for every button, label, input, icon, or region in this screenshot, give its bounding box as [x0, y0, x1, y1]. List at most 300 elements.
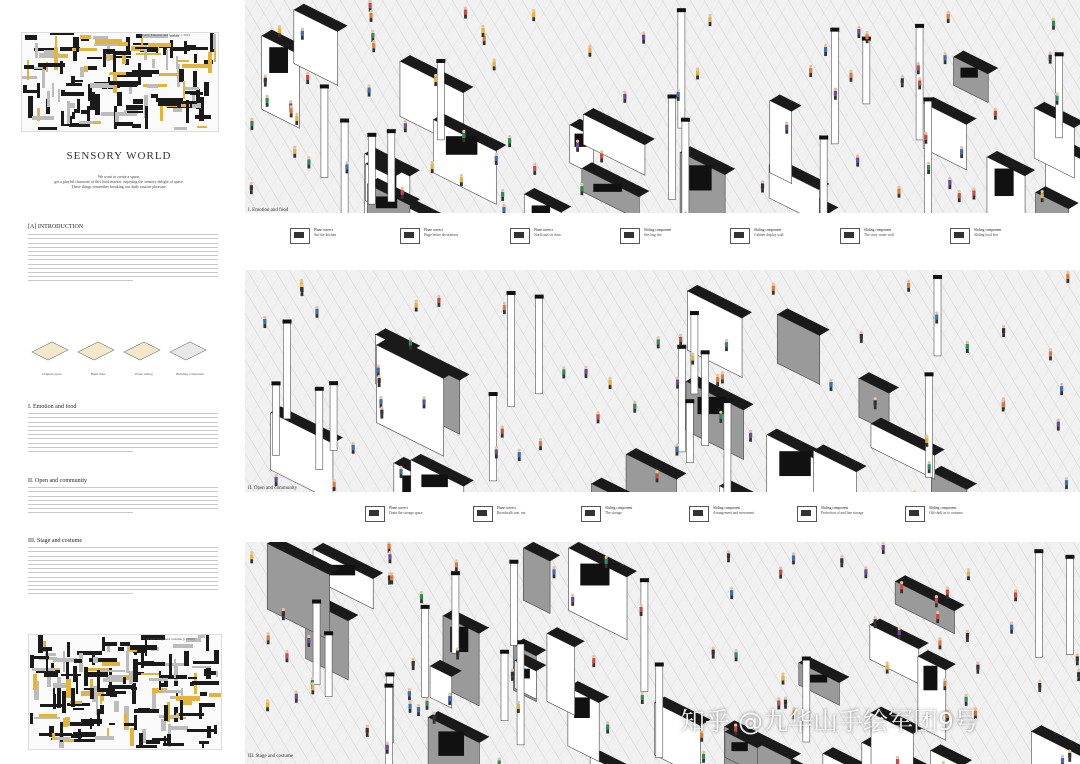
column — [517, 643, 524, 745]
column — [925, 100, 932, 213]
person-figure — [266, 699, 269, 711]
column-cap — [1065, 555, 1074, 559]
person-figure — [352, 442, 355, 454]
plan-wall — [42, 69, 45, 88]
person-figure — [431, 161, 434, 173]
person-figure — [896, 756, 899, 764]
building-block — [777, 308, 829, 384]
component-desc: Arrangement and movement — [713, 511, 755, 515]
component-icon — [400, 228, 420, 244]
plan-wall — [149, 678, 168, 682]
plan-wall — [126, 651, 129, 673]
plan-wall — [146, 740, 160, 743]
plan-wall — [53, 694, 56, 710]
person-figure — [306, 72, 309, 84]
person-figure — [1014, 589, 1017, 601]
plan-wall — [184, 47, 208, 50]
column-cap — [690, 311, 699, 315]
column-cap — [701, 350, 710, 354]
plan-wall — [37, 83, 40, 98]
component-desc: The story water wall — [864, 233, 894, 237]
plan-wall — [197, 126, 207, 128]
component-text — [713, 506, 754, 516]
person-figure — [605, 556, 608, 568]
person-figure — [464, 6, 467, 18]
plan-wall — [32, 116, 54, 120]
component-desc: The storage — [605, 511, 622, 515]
column — [284, 323, 291, 419]
column — [686, 402, 693, 463]
column-cap — [924, 97, 933, 101]
plan-wall — [50, 33, 73, 35]
intro-diagrams — [30, 336, 220, 386]
person-figure — [293, 146, 296, 158]
person-figure — [1049, 51, 1052, 63]
text-line — [28, 264, 218, 265]
person-figure — [897, 185, 900, 197]
person-figure — [388, 551, 391, 563]
plan-wall — [95, 39, 122, 44]
axonometric-panel-open — [245, 270, 1080, 492]
plan-wall — [52, 83, 54, 97]
component-icon — [905, 506, 925, 522]
plan-wall — [110, 694, 117, 696]
person-figure — [913, 490, 916, 492]
person-figure — [448, 693, 451, 705]
person-figure — [994, 108, 997, 120]
column-cap — [272, 381, 281, 385]
text-line — [28, 568, 218, 569]
building-block — [954, 51, 999, 103]
plan-wall — [22, 76, 37, 79]
person-figure — [420, 591, 423, 603]
component-title: Plane correct — [389, 506, 408, 510]
text-line — [28, 417, 218, 418]
person-figure — [935, 311, 938, 323]
plan-wall — [52, 733, 55, 740]
person-figure — [928, 461, 931, 473]
building-block — [376, 339, 453, 456]
person-figure — [976, 661, 979, 673]
subtitle-line: We want to create a space, — [97, 174, 141, 179]
component-icon — [365, 506, 385, 522]
panel-label-stage: III. Stage and costume — [248, 754, 293, 759]
person-figure — [1065, 477, 1068, 489]
column — [724, 402, 731, 492]
plan-wall — [173, 644, 193, 648]
column-cap — [315, 387, 324, 391]
plan-wall — [208, 52, 212, 73]
plan-wall — [127, 111, 142, 113]
intro-diagram-label: Original space — [42, 372, 62, 376]
text-line — [28, 426, 218, 427]
column — [452, 574, 459, 653]
person-figure — [600, 150, 603, 162]
plan-wall — [135, 47, 149, 50]
column-cap — [384, 684, 393, 688]
text-line — [28, 589, 218, 590]
person-figure — [250, 551, 253, 563]
person-figure — [761, 180, 764, 192]
person-figure — [958, 190, 961, 202]
text-line — [28, 422, 218, 423]
person-figure — [639, 604, 642, 616]
person-figure — [267, 632, 270, 644]
person-figure — [409, 337, 412, 349]
plan-wall — [73, 80, 82, 83]
component-desc: North and sit chair — [534, 233, 561, 237]
plan-wall — [28, 96, 32, 119]
person-figure — [1055, 93, 1058, 105]
plan-wall — [118, 647, 124, 651]
person-figure — [433, 712, 436, 724]
plan-wall — [120, 642, 130, 646]
plan-wall — [202, 741, 204, 748]
section-heading-emotion: I. Emotion and food — [28, 404, 77, 410]
column-cap — [933, 275, 942, 279]
component-item — [510, 228, 561, 244]
person-figure — [498, 757, 501, 764]
person-figure — [924, 132, 927, 144]
column — [1066, 558, 1073, 655]
person-figure — [1049, 348, 1052, 360]
column — [330, 384, 337, 450]
plan-wall — [27, 60, 30, 80]
plan-wall — [73, 732, 97, 737]
axonometric-panel-emotion — [245, 0, 1080, 213]
text-line — [28, 268, 218, 269]
text-line — [28, 451, 133, 452]
plan-wall — [57, 684, 61, 708]
column-cap — [451, 571, 460, 575]
text-line — [28, 560, 218, 561]
plan-wall — [55, 733, 72, 736]
person-figure — [552, 566, 555, 578]
plan-wall — [158, 102, 178, 106]
top-floor-plan — [21, 32, 219, 132]
plan-wall — [183, 701, 192, 705]
component-text — [754, 228, 784, 238]
column — [368, 136, 375, 204]
text-line — [28, 259, 218, 260]
person-figure — [725, 339, 728, 351]
component-desc: Old shelf as to costume — [929, 511, 963, 515]
plan-wall — [95, 94, 100, 115]
person-figure — [596, 411, 599, 423]
person-figure — [380, 406, 383, 418]
plan-wall — [188, 677, 198, 680]
component-icon — [473, 506, 493, 522]
column — [316, 390, 323, 470]
person-figure — [935, 595, 938, 607]
intro-diagram — [122, 336, 162, 364]
subtitle-line: These things remember breaking our daily routine pleasure. — [71, 184, 167, 189]
plan-wall — [117, 92, 122, 105]
component-item — [797, 506, 863, 522]
person-figure — [834, 88, 837, 100]
column-cap — [283, 320, 292, 324]
component-icon — [581, 506, 601, 522]
person-figure — [708, 14, 711, 26]
person-figure — [749, 430, 752, 442]
component-icon — [840, 228, 860, 244]
building-block — [895, 575, 964, 633]
plan-wall — [93, 121, 101, 123]
component-item — [473, 506, 525, 522]
section-text-stage — [28, 544, 218, 597]
person-figure — [849, 70, 852, 82]
intro-diagram — [76, 336, 116, 364]
plan-wall — [67, 642, 70, 656]
plan-wall — [103, 49, 115, 54]
column — [863, 40, 870, 104]
component-text — [929, 506, 963, 516]
plan-wall — [30, 713, 33, 724]
intro-diagram-label: Build lines — [90, 372, 106, 376]
column-cap — [509, 560, 518, 564]
plan-wall — [65, 717, 69, 727]
plan-wall — [199, 741, 209, 744]
person-figure — [307, 156, 310, 168]
column-cap — [925, 372, 934, 376]
plan-wall — [151, 94, 158, 97]
plan-wall — [179, 101, 196, 104]
column — [831, 31, 838, 144]
person-figure — [369, 10, 372, 22]
plan-wall — [187, 729, 215, 731]
column — [656, 665, 663, 757]
person-figure — [901, 75, 904, 87]
component-text — [974, 228, 1001, 238]
plan-wall — [216, 671, 218, 677]
building-block — [1031, 725, 1080, 764]
column-cap — [500, 650, 509, 654]
component-icon — [797, 506, 817, 522]
person-figure — [517, 701, 520, 713]
person-figure — [948, 177, 951, 189]
text-line — [28, 581, 218, 582]
person-figure — [425, 698, 428, 710]
text-line — [28, 280, 133, 281]
section-text-open — [28, 484, 218, 517]
isometric-drawing — [245, 270, 1080, 492]
plan-wall — [169, 654, 171, 677]
column — [325, 634, 332, 696]
column — [388, 132, 395, 202]
person-figure — [874, 397, 877, 409]
building-block — [411, 454, 474, 492]
person-figure — [907, 280, 910, 292]
plan-wall — [53, 683, 66, 688]
plan-wall — [115, 114, 120, 122]
column-cap — [819, 136, 828, 140]
component-title: Sliding component — [974, 228, 1002, 232]
person-figure — [263, 316, 266, 328]
person-figure — [1057, 418, 1060, 430]
person-figure — [967, 568, 970, 580]
person-figure — [657, 336, 660, 348]
person-figure — [696, 67, 699, 79]
plan-wall — [134, 709, 158, 713]
component-row-2 — [365, 500, 1080, 536]
plan-wall — [62, 124, 81, 126]
person-figure — [562, 366, 565, 378]
plan-wall — [136, 53, 161, 55]
column-cap — [387, 129, 396, 133]
person-figure — [1076, 653, 1079, 665]
plan-wall — [23, 85, 27, 92]
intro-heading: [A] INTRODUCTION — [28, 224, 84, 230]
component-desc: Huge better decorations — [424, 233, 459, 237]
person-figure — [721, 371, 724, 383]
plan-wall — [214, 725, 218, 735]
plan-wall — [47, 677, 51, 688]
plan-wall — [185, 91, 196, 94]
plan-wall — [98, 689, 115, 692]
plan-wall — [193, 661, 215, 663]
text-line — [28, 577, 218, 578]
person-figure — [576, 140, 579, 152]
isometric-drawing — [245, 0, 1080, 213]
intro-text-block — [28, 231, 218, 284]
person-figure — [462, 130, 465, 142]
column — [437, 62, 444, 140]
intro-diagram — [30, 336, 70, 364]
plan-wall — [35, 43, 38, 58]
plan-wall — [145, 106, 148, 129]
plan-wall — [55, 737, 70, 741]
column — [422, 608, 429, 697]
component-icon — [950, 228, 970, 244]
text-line — [28, 276, 218, 277]
component-desc: Drain the storage space — [389, 511, 423, 515]
column-cap — [915, 24, 924, 28]
plan-wall — [114, 701, 119, 711]
text-line — [28, 234, 218, 235]
person-figure — [676, 376, 679, 388]
person-figure — [1061, 755, 1064, 764]
person-figure — [495, 153, 498, 165]
text-line — [28, 434, 218, 435]
text-line — [28, 243, 218, 244]
panel-label-emotion: I. Emotion and food — [248, 208, 289, 213]
component-icon — [510, 228, 530, 244]
component-item — [400, 228, 458, 244]
text-line — [28, 508, 218, 509]
bottom-plan-label: PLAN: Stage and costume (1:3000) — [146, 637, 195, 641]
person-figure — [1002, 325, 1005, 337]
column-cap — [489, 392, 498, 396]
component-text — [497, 506, 525, 516]
person-figure — [401, 187, 404, 199]
column — [641, 581, 648, 691]
plan-wall — [148, 43, 171, 47]
person-figure — [501, 425, 504, 437]
person-figure — [307, 635, 310, 647]
person-figure — [278, 25, 281, 37]
column — [536, 298, 543, 394]
person-figure — [966, 630, 969, 642]
plan-wall — [186, 45, 196, 47]
plan-wall — [61, 111, 65, 126]
column-cap — [723, 399, 732, 403]
person-figure — [882, 542, 885, 554]
sheet-subtitle — [21, 174, 217, 189]
text-line — [28, 491, 218, 492]
plan-wall — [133, 99, 143, 103]
person-figure — [518, 449, 521, 461]
person-figure — [372, 40, 375, 52]
plan-wall — [182, 64, 210, 67]
person-figure — [943, 52, 946, 64]
person-figure — [481, 25, 484, 37]
person-figure — [584, 366, 587, 378]
person-figure — [779, 566, 782, 578]
person-figure — [679, 334, 682, 346]
plan-wall — [204, 82, 209, 96]
plan-wall — [174, 659, 176, 678]
plan-wall — [192, 681, 218, 685]
person-figure — [730, 587, 733, 599]
person-figure — [947, 11, 950, 23]
person-figure — [580, 183, 583, 195]
plan-wall — [169, 726, 188, 730]
top-plan-label: PLAN: Emotion and food (sc 1:300) — [140, 33, 190, 37]
plan-wall — [87, 57, 101, 59]
person-figure — [781, 672, 784, 684]
plan-wall — [100, 697, 103, 705]
building-block — [813, 444, 866, 492]
person-figure — [501, 189, 504, 201]
plan-wall — [38, 127, 57, 130]
person-figure — [840, 555, 843, 567]
column — [273, 384, 280, 455]
plan-wall — [139, 733, 143, 747]
person-figure — [1060, 383, 1063, 395]
plan-wall — [81, 110, 89, 113]
plan-wall — [109, 723, 115, 725]
person-figure — [390, 572, 393, 584]
column-cap — [1055, 52, 1064, 56]
person-figure — [415, 299, 418, 311]
person-figure — [898, 627, 901, 639]
building-block — [294, 4, 348, 86]
person-figure — [571, 594, 574, 606]
plan-wall — [88, 66, 97, 70]
column-cap — [535, 295, 544, 299]
person-figure — [345, 161, 348, 173]
person-figure — [592, 655, 595, 667]
column-cap — [324, 631, 333, 635]
person-figure — [295, 690, 298, 702]
component-item — [950, 228, 1001, 244]
person-figure — [266, 95, 269, 107]
component-text — [864, 228, 894, 238]
plan-wall — [73, 708, 84, 710]
person-figure — [408, 701, 411, 713]
component-item — [730, 228, 784, 244]
building-block — [428, 711, 489, 764]
person-figure — [379, 396, 382, 408]
person-figure — [511, 669, 514, 681]
text-line — [28, 593, 133, 594]
component-title: Sliding component — [821, 506, 849, 510]
component-title: Plane correct — [314, 228, 333, 232]
plan-wall — [24, 65, 33, 69]
plan-wall — [130, 728, 133, 746]
person-figure — [938, 637, 941, 649]
column-cap — [1034, 549, 1043, 553]
